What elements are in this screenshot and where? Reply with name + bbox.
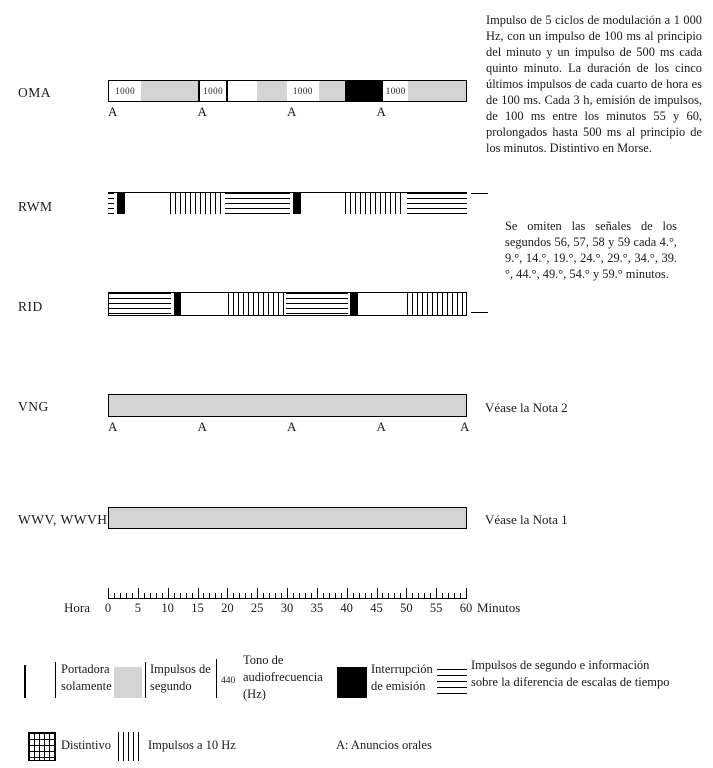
announcement-a: A: [287, 104, 297, 119]
axis-tick: [388, 593, 389, 598]
axis-tick: [174, 593, 175, 598]
bar-segment-black: [345, 81, 381, 101]
axis-ruler: [108, 588, 467, 599]
station-bar: [108, 80, 467, 102]
axis-tick-label: 15: [191, 601, 204, 615]
legend-label: [336, 737, 432, 754]
bar-segment-white: [125, 193, 170, 214]
axis-tick: [239, 593, 240, 598]
station-label-vng: VNG: [18, 399, 49, 414]
station-bar: [108, 292, 467, 316]
bar-segment-hstripe: [407, 193, 467, 214]
bar-segment-vstripe: [228, 293, 284, 315]
axis-tick: [454, 593, 455, 598]
axis-tick: [365, 593, 366, 598]
bar-segment-white: 1000: [109, 81, 141, 101]
axis-tick: [311, 593, 312, 598]
axis-label-minutos: Minutos: [477, 600, 521, 615]
bar-segment-vstripe: [407, 293, 463, 315]
station-bar: [108, 192, 467, 214]
legend-frequency-value: 440: [221, 676, 236, 686]
bar-segment-hstripe: [109, 293, 171, 315]
axis-tick: [335, 593, 336, 598]
legend-label: [150, 661, 211, 695]
axis-tick-label: 50: [400, 601, 413, 615]
axis-tick: [257, 588, 258, 598]
axis-tick: [424, 593, 425, 598]
axis-tick-label: 30: [280, 601, 294, 615]
legend-label-line: sobre la diferencia de escalas de tiempo: [471, 675, 670, 689]
axis-tick: [281, 593, 282, 598]
axis-tick: [221, 593, 222, 598]
axis-tick: [209, 593, 210, 598]
legend-swatch-carrier-line: [24, 665, 26, 698]
bar-segment-hstripe: [286, 293, 349, 315]
axis-tick-label: 20: [221, 601, 234, 615]
axis-tick: [466, 588, 467, 598]
axis-tick-label: 25: [250, 601, 264, 615]
legend-label-line: Impulsos de: [150, 662, 211, 676]
axis-tick: [430, 593, 431, 598]
legend-swatch-black: [337, 667, 367, 698]
station-label-wwvwwvh: WWV, WWVH: [18, 512, 108, 527]
axis-tick: [448, 593, 449, 598]
axis-tick: [460, 593, 461, 598]
axis-tick: [233, 593, 234, 598]
axis-tick: [418, 593, 419, 598]
axis-tick: [275, 593, 276, 598]
station-bar: [108, 394, 467, 417]
bar-segment-white: 1000: [200, 81, 227, 101]
legend-label: [148, 737, 236, 754]
legend-divider: [145, 662, 146, 698]
bar-segment-white: 1000: [383, 81, 408, 101]
axis-tick: [347, 588, 348, 598]
bar-segment-white: [301, 193, 345, 214]
dash-mark: [471, 312, 488, 313]
axis-tick: [299, 593, 300, 598]
axis-tick: [114, 593, 115, 598]
legend-label-line: Interrupción: [371, 662, 433, 676]
axis-tick: [323, 593, 324, 598]
legend-label: [471, 657, 670, 691]
axis-tick: [436, 588, 437, 598]
side-note: Véase la Nota 2: [485, 400, 568, 415]
bar-segment-vstripe: [345, 193, 405, 214]
axis-tick: [186, 593, 187, 598]
legend-divider: [55, 662, 56, 698]
axis-tick: [287, 588, 288, 598]
legend-label-line: solamente: [61, 679, 112, 693]
bar-segment-gray: [109, 395, 466, 416]
axis-tick: [317, 588, 318, 598]
axis-tick-label: 45: [370, 601, 383, 615]
legend-label-line: (Hz): [243, 687, 266, 701]
legend-label-line: Tono de: [243, 653, 284, 667]
legend-label-line: segundo: [150, 679, 192, 693]
bar-segment-vstripe: [170, 193, 225, 214]
axis-tick: [192, 593, 193, 598]
bar-segment-white: [228, 81, 257, 101]
axis-tick: [353, 593, 354, 598]
axis-tick-label: 40: [340, 601, 353, 615]
axis-tick: [215, 593, 216, 598]
legend-swatch-vstripe: [118, 732, 143, 761]
axis-tick: [144, 593, 145, 598]
announcement-a: A: [376, 419, 386, 434]
legend-label: [61, 737, 111, 754]
bar-segment-white: [463, 293, 466, 315]
legend-label-line: Impulsos a 10 Hz: [148, 738, 236, 752]
axis-tick: [269, 593, 270, 598]
bar-segment-gray: [319, 81, 345, 101]
axis-tick: [156, 593, 157, 598]
side-note: Véase la Nota 1: [485, 512, 568, 527]
legend-label-line: A: Anuncios orales: [336, 738, 432, 752]
note-rwm-rid: Se omiten las señales de los segundos 56, 57, 58 y 59 cada 4.°, 9.°, 14.°, 19.°, 24.°, 29.°, 34.°, 39.°, 44.°, 49.°, 54.° y 59.° minutos.: [505, 219, 677, 281]
axis-tick: [245, 593, 246, 598]
bar-segment-gray: [141, 81, 198, 101]
bar-segment-hstripe: [225, 193, 290, 214]
axis-tick: [382, 593, 383, 598]
legend-label: [243, 652, 323, 703]
legend-label: [371, 661, 433, 695]
bar-segment-black: [293, 193, 301, 214]
axis-tick: [341, 593, 342, 598]
axis-tick: [263, 593, 264, 598]
bar-segment-white: [358, 293, 407, 315]
axis-tick: [227, 588, 228, 598]
note-oma: Impulso de 5 ciclos de modulación a 1 000 Hz, con un impulso de 100 ms al principio del minuto y un impulso de 500 ms cada quinto minuto. La duración de los cinco últimos impulsos de cada cuarto de hora es de 100 ms. Cada 3 h, emisión de impulsos, de 100 ms entre los minutos 55 y 60, prolongados hasta 500 ms al principio de los minutos. Distintivo en Morse.: [486, 13, 702, 155]
axis-tick: [377, 588, 378, 598]
bar-segment-black: [174, 293, 181, 315]
axis-tick-label: 0: [104, 601, 112, 615]
bar-segment-white: 1000: [287, 81, 320, 101]
axis-tick: [180, 593, 181, 598]
legend-label-line: de emisión: [371, 679, 426, 693]
legend-label-line: Portadora: [61, 662, 110, 676]
axis-tick: [126, 593, 127, 598]
axis-tick: [251, 593, 252, 598]
legend-swatch-hstripe: [437, 669, 467, 696]
bar-segment-gray: [109, 508, 466, 528]
legend-label-line: Distintivo: [61, 738, 112, 752]
bar-segment-black: [117, 193, 125, 214]
announcement-a: A: [108, 419, 118, 434]
bar-segment-black: [350, 293, 358, 315]
axis-tick-label: 5: [134, 601, 141, 615]
axis-label-hora: Hora: [64, 600, 90, 615]
axis-tick-label: 35: [310, 601, 324, 615]
axis-tick-label: 55: [429, 601, 443, 615]
station-label-oma: OMA: [18, 85, 52, 100]
axis-tick: [132, 593, 133, 598]
legend-swatch-gray: [114, 667, 142, 698]
station-label-rid: RID: [18, 299, 43, 314]
legend-label-line: Impulsos de segundo e información: [471, 658, 650, 672]
axis-tick: [108, 588, 109, 598]
announcement-a: A: [197, 104, 207, 119]
axis-tick: [293, 593, 294, 598]
bar-segment-white: [181, 293, 228, 315]
announcement-a: A: [197, 419, 207, 434]
axis-tick: [406, 588, 407, 598]
axis-tick: [168, 588, 169, 598]
axis-tick: [305, 593, 306, 598]
announcement-a: A: [376, 104, 386, 119]
axis-tick-label: 10: [161, 601, 174, 615]
announcement-a: A: [287, 419, 297, 434]
axis-tick-label: 60: [459, 601, 473, 615]
legend-label: [61, 661, 112, 695]
axis-tick: [359, 593, 360, 598]
axis-tick: [394, 593, 395, 598]
legend-swatch-crosshatch: [28, 732, 56, 761]
axis-tick: [138, 588, 139, 598]
station-label-rwm: RWM: [18, 199, 53, 214]
announcement-a: A: [460, 419, 470, 434]
axis-tick: [329, 593, 330, 598]
axis-tick: [400, 593, 401, 598]
dash-mark: [471, 193, 488, 194]
axis-tick: [162, 593, 163, 598]
axis-tick: [412, 593, 413, 598]
announcement-a: A: [108, 104, 118, 119]
axis-tick: [203, 593, 204, 598]
bar-segment-gray: [257, 81, 287, 101]
station-bar: [108, 507, 467, 529]
axis-tick: [150, 593, 151, 598]
legend-label-line: audiofrecuencia: [243, 670, 323, 684]
legend-divider: [216, 659, 217, 698]
axis-tick: [198, 588, 199, 598]
axis-tick: [442, 593, 443, 598]
axis-tick: [371, 593, 372, 598]
axis-tick: [120, 593, 121, 598]
bar-segment-gray: [408, 81, 466, 101]
